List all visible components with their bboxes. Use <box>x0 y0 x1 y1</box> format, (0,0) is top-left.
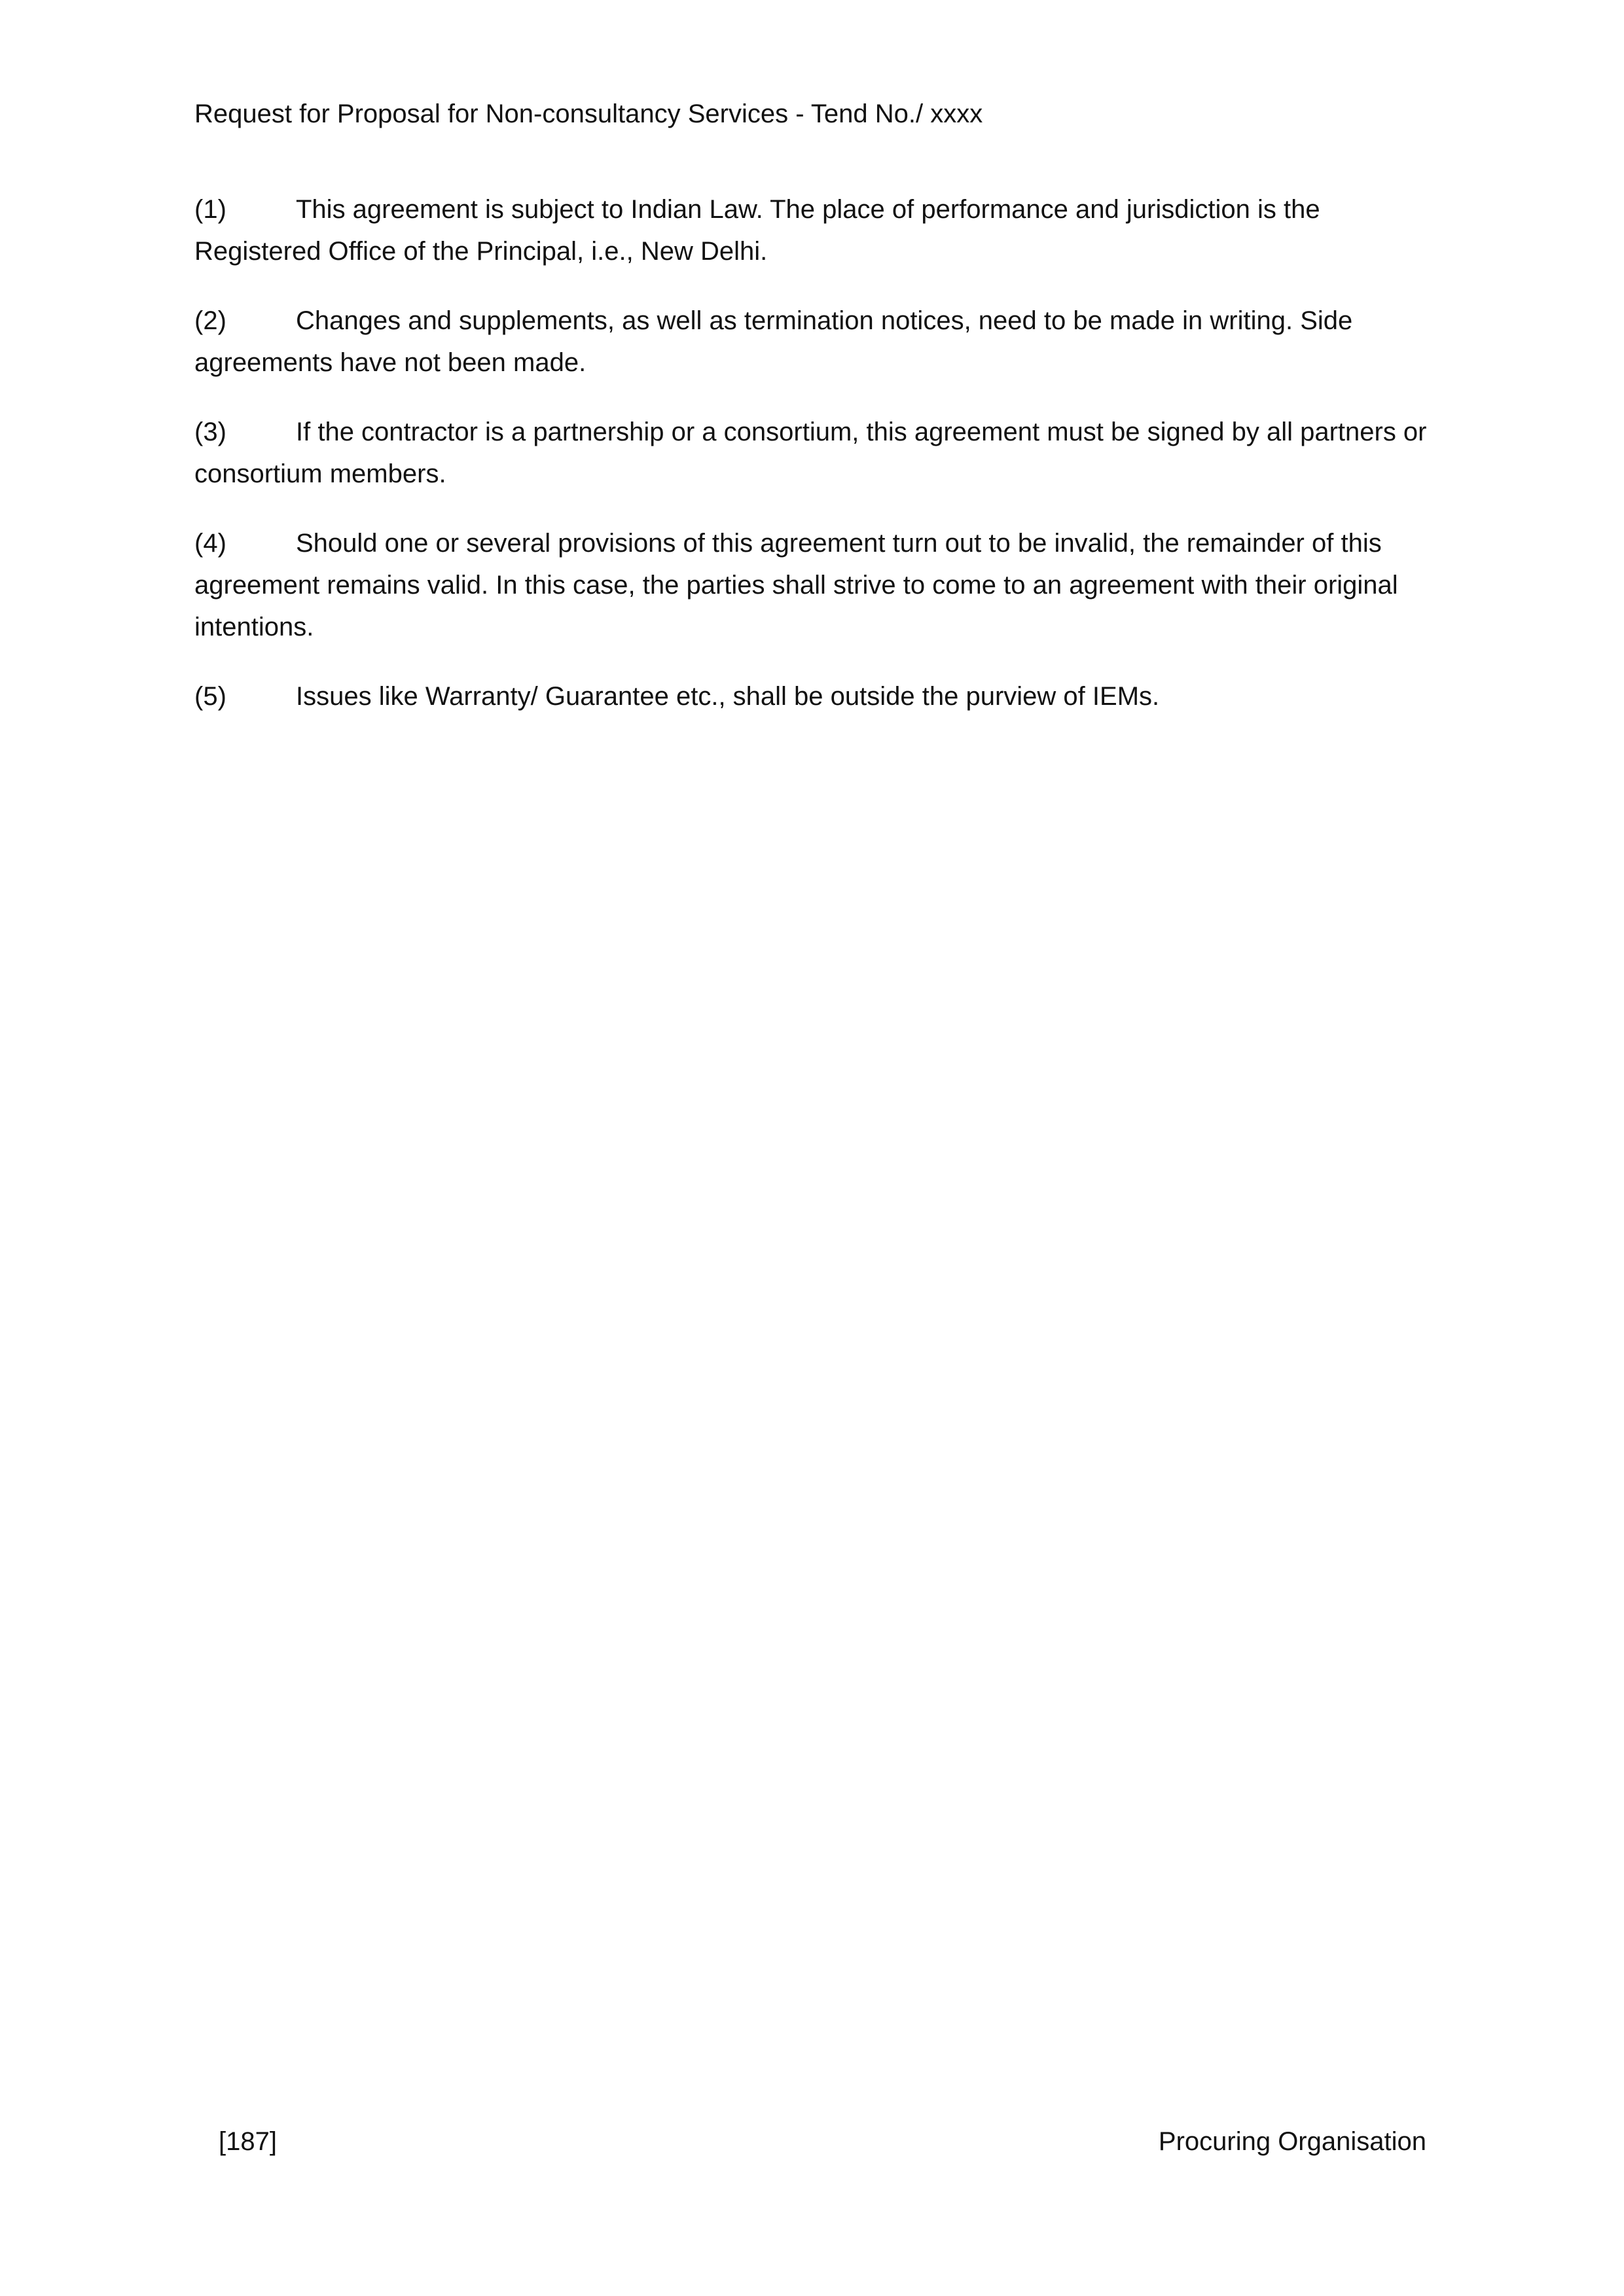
paragraph-item-1 <box>194 188 1451 272</box>
document-body <box>194 188 1451 745</box>
paragraph-text: This agreement is subject to Indian Law. The place of performance and jurisdiction is the Registered Office of the Principal, i.e., New Delhi. <box>194 195 1320 266</box>
paragraph-number: (1) <box>194 195 226 224</box>
paragraph-number: (4) <box>194 529 226 558</box>
footer-org-label: Procuring Organisation <box>1158 2127 1426 2156</box>
page-footer <box>219 2126 1426 2157</box>
paragraph-item-5 <box>194 675 1451 717</box>
paragraph-item-2 <box>194 300 1451 384</box>
paragraph-text: Changes and supplements, as well as termination notices, need to be made in writing. Side agreements have not been made. <box>194 306 1353 377</box>
paragraph-text: Issues like Warranty/ Guarantee etc., shall be outside the purview of IEMs. <box>296 682 1160 711</box>
paragraph-number: (5) <box>194 682 226 711</box>
paragraph-text: If the contractor is a partnership or a consortium, this agreement must be signed by all partners or consortium members. <box>194 418 1427 488</box>
footer-page-number: [187] <box>219 2127 277 2156</box>
page-header-title: Request for Proposal for Non-consultancy Services - Tend No./ xxxx <box>194 99 983 128</box>
paragraph-number: (2) <box>194 306 226 335</box>
paragraph-number: (3) <box>194 418 226 446</box>
paragraph-item-4 <box>194 522 1451 648</box>
page-header <box>194 98 1451 130</box>
paragraph-text: Should one or several provisions of this agreement turn out to be invalid, the remainder of this agreement remains valid. In this case, the parties shall strive to come to an agreement with their original intentions. <box>194 529 1398 641</box>
paragraph-item-3 <box>194 411 1451 495</box>
